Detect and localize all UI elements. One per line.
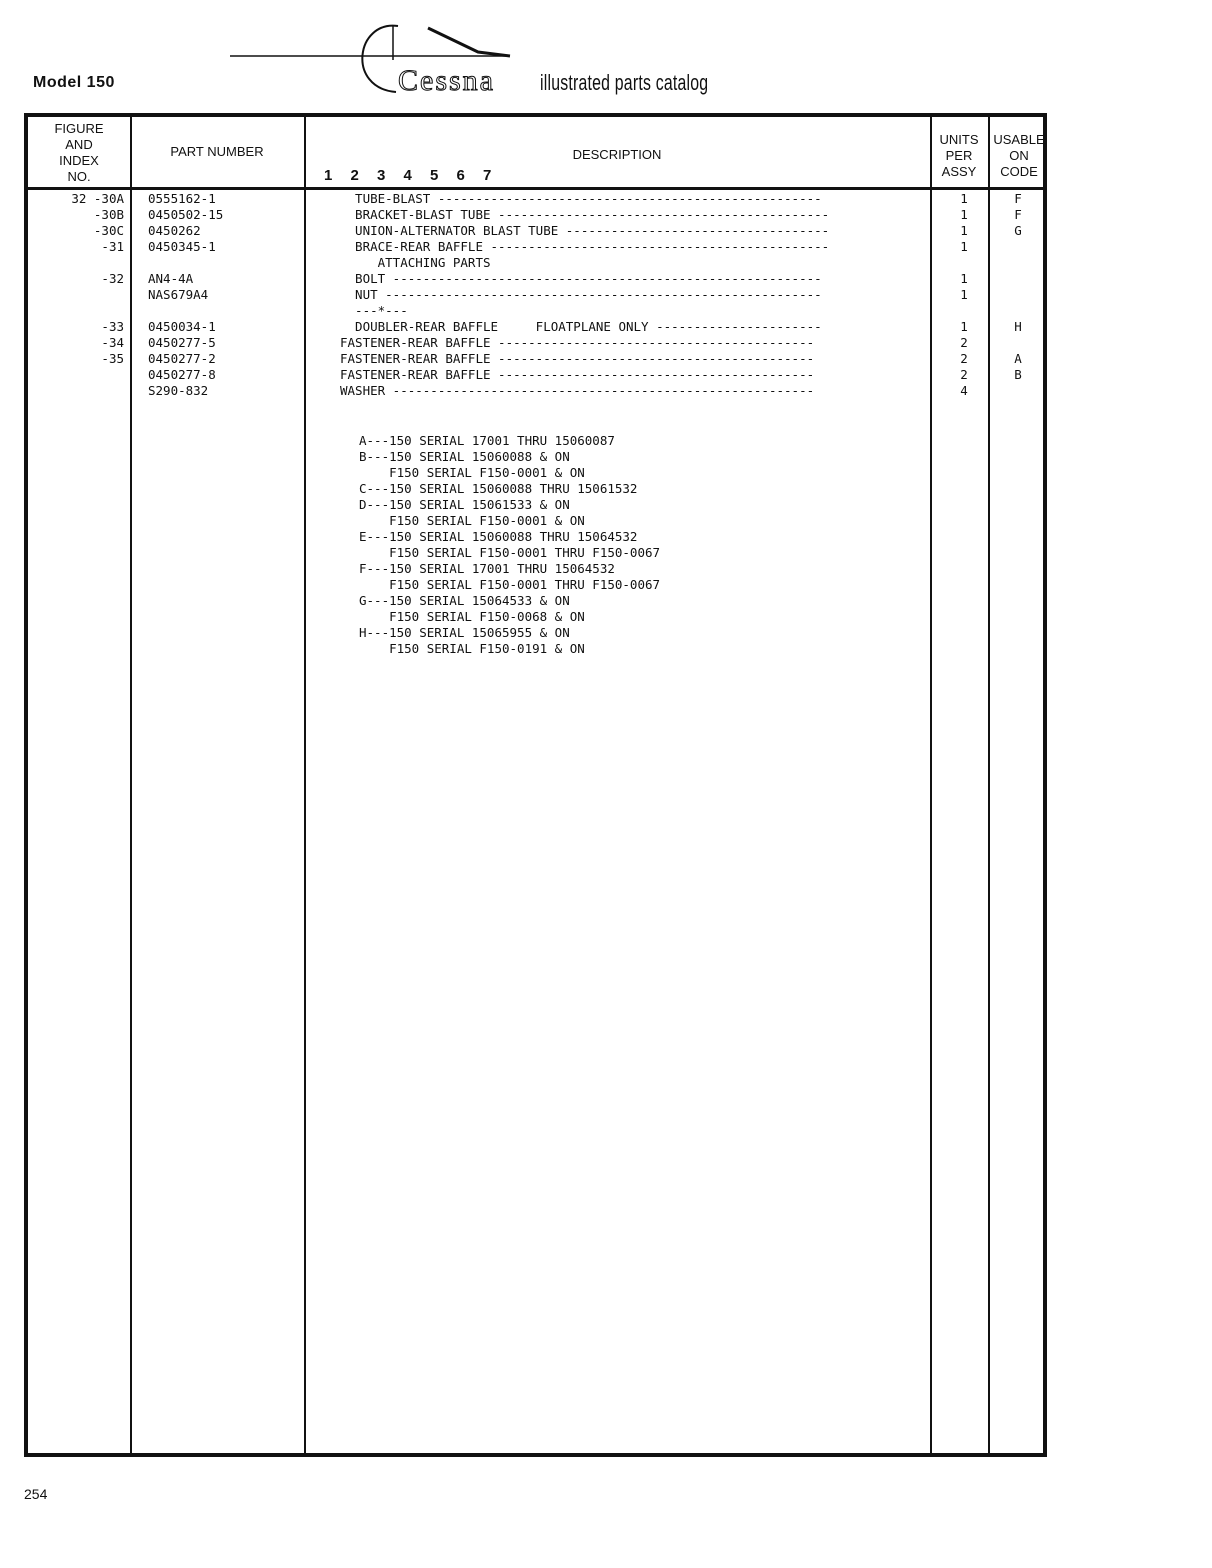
row-description: TUBE-BLAST --------------------------------------------------- [340, 191, 822, 206]
row-part-number: 0555162-1 [148, 191, 216, 206]
row-index: -34 [101, 335, 124, 350]
serial-footnote: F150 SERIAL F150-0068 & ON [359, 609, 585, 624]
row-units: 1 [960, 319, 968, 334]
serial-footnote: C---150 SERIAL 15060088 THRU 15061532 [359, 481, 638, 496]
col-figure-header: FIGURE AND INDEX NO. [54, 121, 104, 184]
row-units: 1 [960, 239, 968, 254]
col-usable-header: USABLE ON CODE [993, 132, 1045, 179]
serial-footnote: F150 SERIAL F150-0001 THRU F150-0067 [359, 545, 661, 560]
row-description: BRACE-REAR BAFFLE --------------------------------------------- [340, 239, 830, 254]
row-part-number: AN4-4A [148, 271, 194, 286]
row-units: 1 [960, 207, 968, 222]
row-usable-code: G [1014, 223, 1022, 238]
col-part-number-header: PART NUMBER [170, 144, 264, 159]
row-units: 4 [960, 383, 968, 398]
brand-wordmark: Cessna [398, 64, 495, 97]
row-index: -30C [93, 223, 124, 238]
row-description: WASHER -------------------------------------------------------- [340, 383, 815, 398]
serial-footnote: F150 SERIAL F150-0001 & ON [359, 465, 585, 480]
serial-footnote: F150 SERIAL F150-0001 THRU F150-0067 [359, 577, 661, 592]
row-description: FASTENER-REAR BAFFLE ------------------------------------------ [340, 367, 815, 382]
row-part-number: NAS679A4 [148, 287, 209, 302]
row-part-number: 0450277-2 [148, 351, 216, 366]
col-description-header: DESCRIPTION [572, 147, 662, 162]
row-usable-code: B [1014, 367, 1022, 382]
row-usable-code: F [1014, 191, 1022, 206]
row-units: 1 [960, 191, 968, 206]
row-index: -30B [93, 207, 124, 222]
serial-footnote: B---150 SERIAL 15060088 & ON [359, 449, 570, 464]
row-index: -33 [101, 319, 124, 334]
row-description: BOLT --------------------------------------------------------- [340, 271, 822, 286]
row-description: UNION-ALTERNATOR BLAST TUBE ----------------------------------- [340, 223, 830, 238]
col-units-header: UNITS PER ASSY [939, 132, 979, 179]
row-part-number: 0450034-1 [148, 319, 216, 334]
indent-levels: 1 2 3 4 5 6 7 [324, 167, 499, 184]
row-units: 2 [960, 367, 968, 382]
row-usable-code: F [1014, 207, 1022, 222]
row-part-number: 0450345-1 [148, 239, 216, 254]
row-units: 1 [960, 271, 968, 286]
row-usable-code: A [1014, 351, 1022, 366]
serial-footnote: E---150 SERIAL 15060088 THRU 15064532 [359, 529, 638, 544]
serial-footnote: D---150 SERIAL 15061533 & ON [359, 497, 570, 512]
row-description: DOUBLER-REAR BAFFLE FLOATPLANE ONLY ---------------------- [340, 319, 822, 334]
serial-footnote: F150 SERIAL F150-0191 & ON [359, 641, 585, 656]
parts-table [24, 113, 1047, 1457]
row-units: 2 [960, 335, 968, 350]
row-description: FASTENER-REAR BAFFLE ------------------------------------------ [340, 335, 815, 350]
row-description: NUT ---------------------------------------------------------- [340, 287, 822, 302]
row-description: BRACKET-BLAST TUBE -------------------------------------------- [340, 207, 830, 222]
row-index: -35 [101, 351, 124, 366]
row-part-number: 0450277-8 [148, 367, 216, 382]
row-part-number: S290-832 [148, 383, 209, 398]
row-units: 1 [960, 287, 968, 302]
page-number: 254 [24, 1486, 48, 1502]
row-units: 2 [960, 351, 968, 366]
serial-footnote: A---150 SERIAL 17001 THRU 15060087 [359, 433, 615, 448]
row-units: 1 [960, 223, 968, 238]
row-index: -31 [101, 239, 124, 254]
row-index: 32 -30A [71, 191, 124, 206]
row-part-number: 0450502-15 [148, 207, 224, 222]
row-description: FASTENER-REAR BAFFLE ------------------------------------------ [340, 351, 815, 366]
serial-footnote: F150 SERIAL F150-0001 & ON [359, 513, 585, 528]
row-index: -32 [101, 271, 124, 286]
row-part-number: 0450277-5 [148, 335, 216, 350]
row-description: ATTACHING PARTS [340, 255, 491, 270]
serial-footnote: F---150 SERIAL 17001 THRU 15064532 [359, 561, 615, 576]
serial-footnote: G---150 SERIAL 15064533 & ON [359, 593, 570, 608]
serial-footnote: H---150 SERIAL 15065955 & ON [359, 625, 570, 640]
row-description: ---*--- [340, 303, 408, 318]
model-label: Model 150 [33, 74, 115, 91]
catalog-title: illustrated parts catalog [540, 70, 709, 95]
row-part-number: 0450262 [148, 223, 201, 238]
row-usable-code: H [1014, 319, 1022, 334]
